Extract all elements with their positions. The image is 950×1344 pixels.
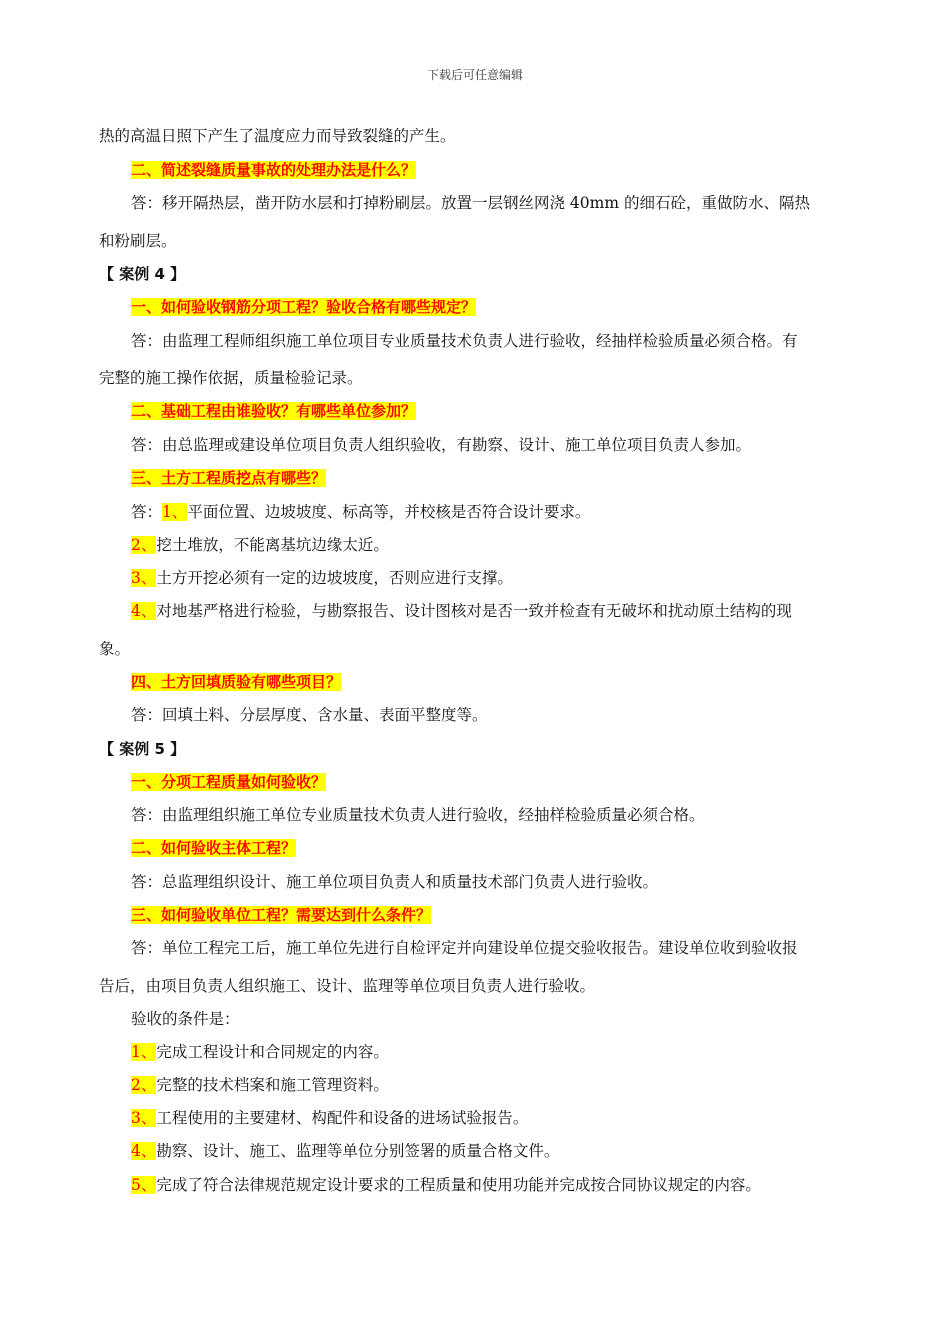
question-text: 二、如何验收主体工程？ xyxy=(131,839,297,857)
list-item-text: 勘察、设计、施工、监理等单位分别签署的质量合格文件。 xyxy=(156,1142,560,1160)
list-number: 1、 xyxy=(162,503,188,521)
answer-text: 答：由监理工程师组织施工单位项目专业质量技术负责人进行验收，经抽样检验质量必须合格。有 xyxy=(131,332,798,350)
question-text: 一、如何验收钢筋分项工程？验收合格有哪些规定？ xyxy=(131,298,477,316)
list-item-text: 工程使用的主要建材、构配件和设备的进场试验报告。 xyxy=(156,1109,529,1127)
question-text: 三、土方工程质挖点有哪些？ xyxy=(131,469,327,487)
list-number: 3、 xyxy=(131,569,157,587)
list-number: 2、 xyxy=(131,536,157,554)
answer-text: 答：总监理组织设计、施工单位项目负责人和质量技术部门负责人进行验收。 xyxy=(131,873,659,891)
case-heading: 【 案例 4 】 xyxy=(99,265,186,283)
condition-item xyxy=(131,1175,859,1195)
condition-item xyxy=(131,1075,859,1095)
list-number: 3、 xyxy=(131,1109,157,1127)
list-item-text: 挖土堆放，不能离基坑边缘太近。 xyxy=(156,536,389,554)
question-text: 二、简述裂缝质量事故的处理办法是什么？ xyxy=(131,161,417,179)
answer-list-item xyxy=(131,568,859,588)
list-item-text: 平面位置、边坡坡度、标高等，并校核是否符合设计要求。 xyxy=(187,503,591,521)
paragraph-text: 热的高温日照下产生了温度应力而导致裂缝的产生。 xyxy=(99,127,456,145)
question-heading xyxy=(131,838,859,858)
answer-text-continued: 告后，由项目负责人组织施工、设计、监理等单位项目负责人进行验收。 xyxy=(99,977,596,995)
question-heading xyxy=(131,905,859,925)
answer-text-continued: 完整的施工操作依据，质量检验记录。 xyxy=(99,369,363,387)
question-text: 三、如何验收单位工程？需要达到什么条件？ xyxy=(131,906,432,924)
answer-text: 答：由监理组织施工单位专业质量技术负责人进行验收，经抽样检验质量必须合格。 xyxy=(131,806,705,824)
list-number: 4、 xyxy=(131,1142,157,1160)
list-number: 4、 xyxy=(131,602,157,620)
list-item-text: 完成了符合法律规范规定设计要求的工程质量和使用功能并完成按合同协议规定的内容。 xyxy=(156,1176,761,1194)
list-number: 2、 xyxy=(131,1076,157,1094)
list-number: 1、 xyxy=(131,1043,157,1061)
condition-item xyxy=(131,1141,859,1161)
answer-text-continued: 和粉刷层。 xyxy=(99,232,177,250)
list-number: 5、 xyxy=(131,1176,157,1194)
question-heading xyxy=(131,160,859,180)
question-text: 一、分项工程质量如何验收？ xyxy=(131,773,327,791)
list-item-text: 完整的技术档案和施工管理资料。 xyxy=(156,1076,389,1094)
condition-item xyxy=(131,1042,859,1062)
list-item-text: 土方开挖必须有一定的边坡坡度，否则应进行支撑。 xyxy=(156,569,513,587)
list-item-text: 对地基严格进行检验，与勘察报告、设计图核对是否一致并检查有无破坏和扰动原土结构的现 xyxy=(156,602,792,620)
list-item-continued: 象。 xyxy=(99,640,131,658)
question-heading xyxy=(131,672,859,692)
case-heading: 【 案例 5 】 xyxy=(99,740,186,758)
question-heading xyxy=(131,468,859,488)
answer-text: 答：单位工程完工后，施工单位先进行自检评定并向建设单位提交验收报告。建设单位收到验收报 xyxy=(131,939,798,957)
question-heading xyxy=(131,772,859,792)
condition-item xyxy=(131,1108,859,1128)
answer-text: 答：回填土料、分层厚度、含水量、表面平整度等。 xyxy=(131,706,488,724)
answer-list-item xyxy=(131,601,859,621)
question-text: 四、土方回填质验有哪些项目？ xyxy=(131,673,342,691)
question-text: 二、基础工程由谁验收？有哪些单位参加？ xyxy=(131,402,417,420)
answer-prefix: 答： xyxy=(131,503,163,521)
conditions-label: 验收的条件是： xyxy=(131,1010,240,1028)
page-header: 下载后可任意编辑 xyxy=(426,68,523,82)
answer-list-item xyxy=(131,535,859,555)
list-item-text: 完成工程设计和合同规定的内容。 xyxy=(156,1043,389,1061)
answer-text: 答：移开隔热层，凿开防水层和打掉粉刷层。放置一层钢丝网浇 40mm 的细石砼，重做防水、隔热 xyxy=(131,194,810,212)
answer-text: 答：由总监理或建设单位项目负责人组织验收，有勘察、设计、施工单位项目负责人参加。 xyxy=(131,436,752,454)
answer-list-item xyxy=(131,502,859,522)
question-heading xyxy=(131,297,859,317)
question-heading xyxy=(131,401,859,421)
